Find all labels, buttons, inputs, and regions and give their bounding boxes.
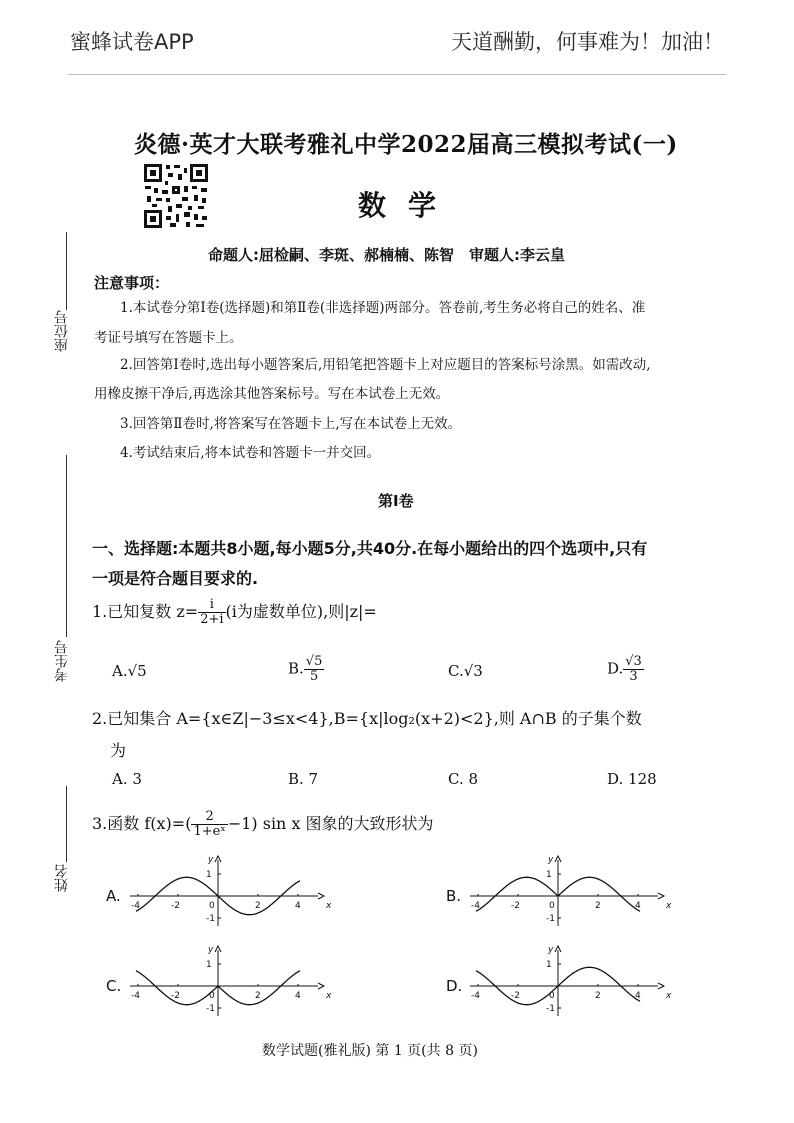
qr-code-icon — [142, 162, 210, 230]
binding-line — [66, 786, 67, 862]
x-axis-label: x — [326, 991, 332, 1001]
q3-numerator: 2 — [191, 810, 227, 825]
question-3 — [92, 810, 434, 839]
q1-stem-post: (i为虚数单位),则|z|= — [225, 602, 377, 621]
y-tick-label: 1 — [206, 870, 212, 880]
question-2: 2.已知集合 A={x∈Z|−3≤x<4},B={x|log₂(x+2)<2},则 A∩B 的子集个数 — [92, 709, 642, 728]
q2-option-b: B. 7 — [288, 770, 319, 788]
x-tick-label: 0 — [549, 991, 555, 1001]
x-tick-label: 2 — [595, 901, 601, 911]
q1-option-d-fraction — [623, 655, 644, 684]
y-tick-label: -1 — [546, 1004, 555, 1014]
notice-line: 考证号填写在答题卡上。 — [94, 330, 243, 346]
graph-option-letter: A. — [106, 887, 121, 905]
x-tick-label: -2 — [171, 991, 180, 1001]
q1-option-d — [607, 655, 644, 684]
binding-line — [66, 455, 67, 637]
y-axis-label: y — [548, 855, 554, 865]
q2-option-d: D. 128 — [607, 770, 657, 788]
exam-number-label: 考生号 — [54, 640, 70, 682]
q3-graph-a — [104, 852, 334, 930]
notice-line: 2.回答第Ⅰ卷时,选出每小题答案后,用铅笔把答题卡上对应题目的答案标号涂黑。如需改动, — [120, 357, 651, 373]
y-axis-label: y — [548, 945, 554, 955]
page-footer: 数学试题(雅礼版) 第 1 页(共 8 页) — [262, 1043, 478, 1059]
x-axis-label: x — [666, 901, 672, 911]
exam-subject: 数学 — [358, 189, 459, 222]
q1-option-c: C.√3 — [448, 662, 483, 680]
x-axis-arrow — [658, 983, 664, 989]
notice-line: 4.考试结束后,将本试卷和答题卡一并交回。 — [120, 445, 381, 461]
x-tick-label: -4 — [471, 901, 480, 911]
x-tick-label: 4 — [295, 991, 301, 1001]
q1-option-a: A.√5 — [112, 662, 147, 680]
exam-authors: 命题人:屈检嗣、李斑、郝楠楠、陈智 审题人:李云皇 — [208, 246, 565, 264]
x-tick-label: 4 — [635, 991, 641, 1001]
q2-option-c: C. 8 — [448, 770, 479, 788]
app-name: 蜜蜂试卷APP — [70, 30, 194, 54]
question-1 — [92, 598, 377, 627]
q3-stem-post: −1) sin x 图象的大致形状为 — [227, 814, 434, 833]
x-tick-label: -4 — [471, 991, 480, 1001]
y-tick-label: 1 — [206, 960, 212, 970]
x-tick-label: 2 — [595, 991, 601, 1001]
seat-number-label: 座位号 — [54, 310, 70, 352]
header-divider — [68, 74, 726, 75]
x-tick-label: 2 — [255, 901, 261, 911]
x-tick-label: -2 — [171, 901, 180, 911]
y-tick-label: 1 — [546, 960, 552, 970]
notice-line: 1.本试卷分第Ⅰ卷(选择题)和第Ⅱ卷(非选择题)两部分。答卷前,考生务必将自己的姓名、准 — [120, 300, 646, 316]
x-axis-arrow — [658, 893, 664, 899]
notice-line: 用橡皮擦干净后,再选涂其他答案标号。写在本试卷上无效。 — [94, 386, 450, 402]
q1-option-b-letter: B. — [288, 659, 304, 678]
graph-option-letter: D. — [446, 977, 463, 995]
q1-option-d-denominator: 3 — [629, 669, 638, 684]
q1-option-d-letter: D. — [607, 659, 624, 678]
y-axis-label: y — [208, 855, 214, 865]
q3-graph-d — [444, 942, 674, 1020]
x-tick-label: 4 — [295, 901, 301, 911]
q1-option-b-fraction — [304, 655, 325, 684]
notice-title: 注意事项： — [94, 274, 170, 292]
y-axis-label: y — [208, 945, 214, 955]
q1-denominator: 2+i — [200, 612, 224, 627]
question-2-cont: 为 — [110, 741, 127, 760]
q3-stem-pre: 3.函数 f(x)=( — [92, 814, 192, 833]
q3-denominator: 1+eˣ — [193, 824, 226, 839]
x-tick-label: 0 — [209, 901, 215, 911]
x-axis-arrow — [318, 983, 324, 989]
q1-option-d-numerator: √3 — [625, 654, 642, 669]
q2-option-a: A. 3 — [112, 770, 142, 788]
q3-graph-c — [104, 942, 334, 1020]
q1-option-b — [288, 655, 324, 684]
x-tick-label: 2 — [255, 991, 261, 1001]
x-tick-label: -4 — [131, 991, 140, 1001]
y-tick-label: 1 — [546, 870, 552, 880]
q1-numerator: i — [198, 598, 225, 613]
graph-option-letter: C. — [106, 977, 122, 995]
x-tick-label: -2 — [511, 901, 520, 911]
q1-stem-pre: 1.已知复数 z= — [92, 602, 199, 621]
x-tick-label: 0 — [209, 991, 215, 1001]
x-tick-label: 4 — [635, 901, 641, 911]
x-axis-arrow — [318, 893, 324, 899]
header-motto: 天道酬勤，何事难为！加油！ — [451, 30, 724, 54]
q1-option-b-denominator: 5 — [309, 669, 319, 684]
y-tick-label: -1 — [206, 914, 215, 924]
x-axis-label: x — [326, 901, 332, 911]
exam-title: 炎德·英才大联考雅礼中学2022届高三模拟考试(一) — [134, 131, 678, 158]
part1-instruction: 一、选择题:本题共8小题,每小题5分,共40分.在每小题给出的四个选项中,只有 — [92, 539, 648, 558]
binding-line — [66, 232, 67, 310]
q1-option-b-numerator: √5 — [305, 654, 323, 669]
name-label: 姓名 — [54, 864, 70, 892]
graph-option-letter: B. — [446, 887, 462, 905]
y-tick-label: -1 — [206, 1004, 215, 1014]
q3-fraction — [191, 810, 227, 839]
q3-graph-b — [444, 852, 674, 930]
y-tick-label: -1 — [546, 914, 555, 924]
part1-instruction: 一项是符合题目要求的. — [92, 569, 259, 588]
x-tick-label: -2 — [511, 991, 520, 1001]
q1-fraction — [198, 598, 225, 627]
x-tick-label: -4 — [131, 901, 140, 911]
section-title: 第Ⅰ卷 — [378, 492, 414, 510]
x-tick-label: 0 — [549, 901, 555, 911]
x-axis-label: x — [666, 991, 672, 1001]
notice-line: 3.回答第Ⅱ卷时,将答案写在答题卡上,写在本试卷上无效。 — [120, 416, 462, 432]
